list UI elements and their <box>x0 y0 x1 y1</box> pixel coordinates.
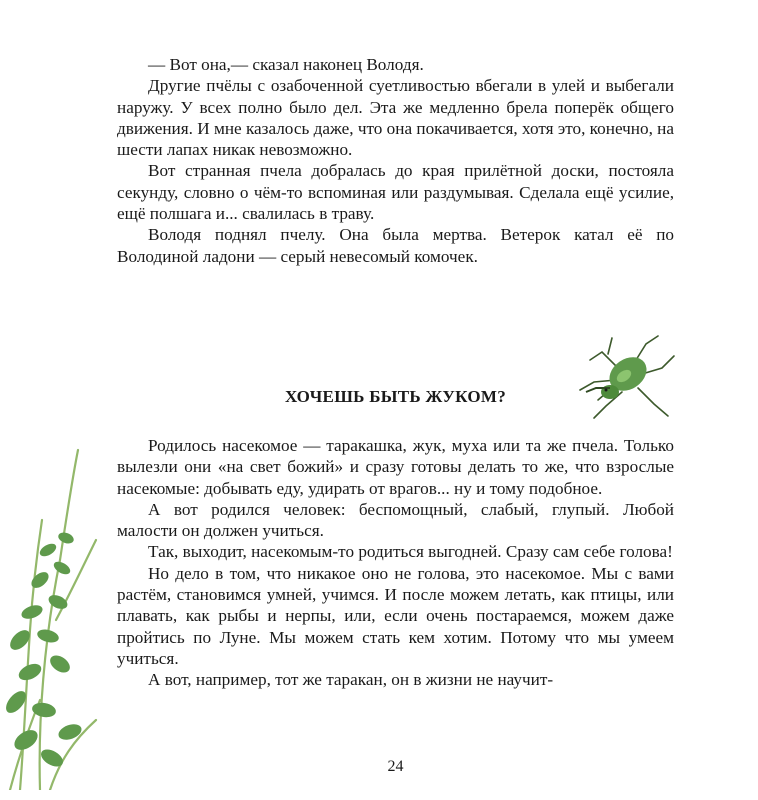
paragraph: А вот родился человек: беспомощный, слабый, глупый. Любой малости он должен учиться. <box>117 499 674 541</box>
paragraph: Родилось насекомое — таракашка, жук, муха или та же пчела. Только вылезли они «на свет божий» и сразу готовы делать то же, что взрослые насекомые: добывать еду, удирать от врагов... ну и тому подобное. <box>117 436 674 498</box>
text-block-top <box>117 54 674 267</box>
paragraph: Володя поднял пчелу. Она была мертва. Ветерок катал её по Володиной ладони — серый невесомый комочек. <box>117 225 674 266</box>
paragraph: — Вот она,— сказал наконец Володя. <box>148 55 424 74</box>
text-block-chapter <box>117 435 674 691</box>
page-number: 24 <box>387 758 404 775</box>
paragraph: Другие пчёлы с озабоченной суетливостью вбегали в улей и выбегали наружу. У всех полно было дел. Эта же медленно брела поперёк общего движения. И мне казалось даже, что она покачивается, хотя это, конечно, на шести лапах никак невозможно. <box>117 76 674 160</box>
paragraph: А вот, например, тот же таракан, он в жизни не научит- <box>148 670 554 690</box>
paragraph: Но дело в том, что никакое оно не голова, это насекомое. Мы с вами растём, становимся умней, учимся. И после можем летать, как птицы, или плавать, как рыбы и нерпы, или, если очень постараемся, можем даже пройтись по Луне. Мы можем стать кем хотим. Потому что мы умеем учиться. <box>117 563 674 668</box>
grass-plant-illustration <box>0 440 110 790</box>
paragraph: Так, выходит, насекомым-то родиться выгодней. Сразу сам себе голова! <box>148 542 673 562</box>
beetle-illustration <box>572 330 682 425</box>
chapter-title: ХОЧЕШЬ БЫТЬ ЖУКОМ? <box>284 387 507 406</box>
paragraph: Вот странная пчела добралась до края прилётной доски, постояла секунду, словно о чём-то вспоминая или раздумывая. Сделала ещё усилие, ещё полшага и... свалилась в траву. <box>117 161 674 224</box>
